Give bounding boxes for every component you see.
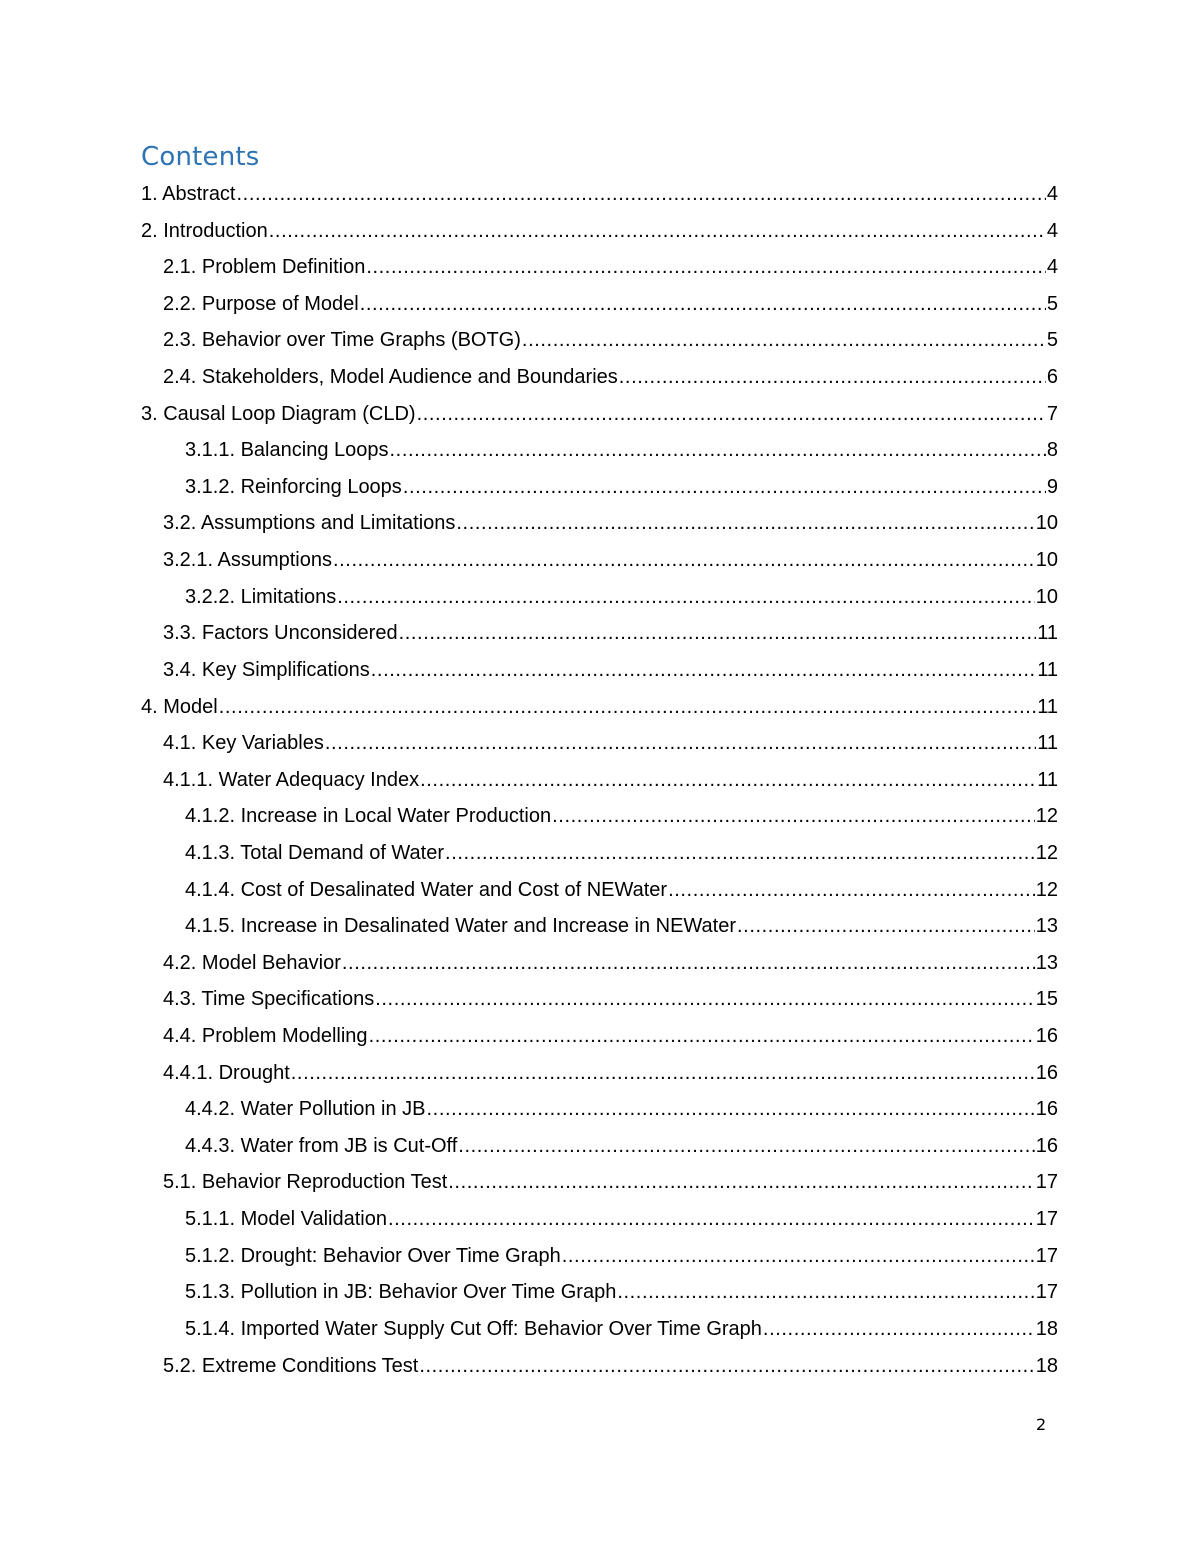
toc-entry[interactable]: [0, 1128, 1058, 1165]
page-number: 2: [1036, 1415, 1047, 1434]
toc-entry-page: 12: [1035, 841, 1058, 864]
toc-entry[interactable]: [0, 1164, 1058, 1201]
toc-entry-page: 12: [1035, 805, 1058, 828]
toc-entry[interactable]: [0, 835, 1058, 872]
toc-entry[interactable]: [0, 1238, 1058, 1275]
toc-entry[interactable]: [0, 762, 1058, 799]
dot-leader: [403, 469, 1046, 506]
toc-entry-title: 5.1. Behavior Reproduction Test: [163, 1171, 448, 1194]
toc-entry[interactable]: [0, 615, 1058, 652]
toc-entry-title: 4.1. Key Variables: [163, 732, 324, 755]
toc-entry-title: 3.1.2. Reinforcing Loops: [185, 475, 402, 498]
toc-entry[interactable]: [0, 176, 1058, 213]
toc-entry[interactable]: [0, 725, 1058, 762]
toc-entry[interactable]: [0, 359, 1058, 396]
toc-entry-title: 2.3. Behavior over Time Graphs (BOTG): [163, 329, 521, 352]
dot-leader: [737, 908, 1035, 945]
toc-entry[interactable]: [0, 872, 1058, 909]
toc-entry-page: 16: [1035, 1134, 1058, 1157]
toc-entry-page: 11: [1037, 695, 1058, 718]
table-of-contents: [0, 176, 1200, 1384]
toc-entry-page: 16: [1035, 1025, 1058, 1048]
toc-entry[interactable]: [0, 322, 1058, 359]
toc-entry-title: 5.1.2. Drought: Behavior Over Time Graph: [185, 1244, 561, 1267]
dot-leader: [617, 1274, 1034, 1311]
toc-entry-page: 8: [1046, 439, 1058, 462]
dot-leader: [360, 286, 1046, 323]
dot-leader: [399, 615, 1037, 652]
toc-entry-page: 16: [1035, 1098, 1058, 1121]
dot-leader: [668, 872, 1035, 909]
toc-entry-page: 15: [1035, 988, 1058, 1011]
dot-leader: [562, 1238, 1035, 1275]
toc-entry[interactable]: [0, 505, 1058, 542]
toc-entry-page: 5: [1046, 329, 1058, 352]
toc-entry-title: 4.1.2. Increase in Local Water Production: [185, 805, 552, 828]
dot-leader: [390, 432, 1046, 469]
toc-entry-page: 11: [1037, 732, 1058, 755]
toc-entry[interactable]: [0, 396, 1058, 433]
toc-entry[interactable]: [0, 1055, 1058, 1092]
dot-leader: [420, 762, 1036, 799]
toc-entry-title: 3.2.2. Limitations: [185, 585, 337, 608]
dot-leader: [763, 1311, 1035, 1348]
toc-entry-page: 11: [1037, 622, 1058, 645]
toc-entry[interactable]: [0, 689, 1058, 726]
dot-leader: [619, 359, 1046, 396]
toc-entry[interactable]: [0, 249, 1058, 286]
toc-entry-page: 4: [1046, 256, 1058, 279]
dot-leader: [369, 1018, 1035, 1055]
toc-entry-page: 12: [1035, 878, 1058, 901]
toc-entry[interactable]: [0, 286, 1058, 323]
toc-entry-title: 2.1. Problem Definition: [163, 256, 366, 279]
toc-entry-title: 4. Model: [141, 695, 218, 718]
dot-leader: [375, 981, 1035, 1018]
toc-entry-title: 2. Introduction: [141, 219, 268, 242]
dot-leader: [427, 1091, 1035, 1128]
dot-leader: [417, 396, 1046, 433]
toc-entry-title: 2.4. Stakeholders, Model Audience and Boundaries: [163, 366, 618, 389]
toc-entry-page: 13: [1035, 951, 1058, 974]
toc-entry-page: 11: [1037, 658, 1058, 681]
toc-entry[interactable]: [0, 798, 1058, 835]
toc-entry[interactable]: [0, 542, 1058, 579]
toc-entry[interactable]: [0, 469, 1058, 506]
toc-entry-title: 3.2. Assumptions and Limitations: [163, 512, 456, 535]
toc-entry-title: 5.1.3. Pollution in JB: Behavior Over Time Graph: [185, 1281, 617, 1304]
dot-leader: [522, 322, 1046, 359]
toc-entry-page: 17: [1035, 1171, 1058, 1194]
toc-entry-title: 4.1.4. Cost of Desalinated Water and Cost of NEWater: [185, 878, 668, 901]
toc-entry-page: 17: [1035, 1281, 1058, 1304]
toc-entry-title: 5.2. Extreme Conditions Test: [163, 1354, 419, 1377]
toc-entry[interactable]: [0, 1348, 1058, 1385]
toc-entry-title: 5.1.1. Model Validation: [185, 1208, 387, 1231]
toc-entry-title: 3.4. Key Simplifications: [163, 658, 370, 681]
toc-entry-page: 17: [1035, 1244, 1058, 1267]
toc-entry-title: 4.2. Model Behavior: [163, 951, 341, 974]
toc-entry-page: 10: [1035, 585, 1058, 608]
toc-entry-page: 18: [1035, 1317, 1058, 1340]
toc-entry-page: 10: [1035, 512, 1058, 535]
toc-entry-page: 11: [1037, 768, 1058, 791]
dot-leader: [445, 835, 1035, 872]
toc-entry-title: 3.2.1. Assumptions: [163, 549, 332, 572]
toc-entry-title: 4.4.1. Drought: [163, 1061, 290, 1084]
toc-entry-page: 17: [1035, 1208, 1058, 1231]
toc-entry-page: 16: [1035, 1061, 1058, 1084]
toc-entry-title: 4.1.3. Total Demand of Water: [185, 841, 445, 864]
toc-entry-title: 3.3. Factors Unconsidered: [163, 622, 398, 645]
dot-leader: [333, 542, 1035, 579]
dot-leader: [448, 1164, 1035, 1201]
toc-entry[interactable]: [0, 981, 1058, 1018]
toc-entry-title: 3. Causal Loop Diagram (CLD): [141, 402, 416, 425]
dot-leader: [237, 176, 1046, 213]
toc-entry-page: 9: [1046, 475, 1058, 498]
toc-entry-title: 4.3. Time Specifications: [163, 988, 375, 1011]
dot-leader: [342, 945, 1035, 982]
dot-leader: [291, 1055, 1035, 1092]
toc-entry-title: 4.4.2. Water Pollution in JB: [185, 1098, 426, 1121]
toc-entry-page: 10: [1035, 549, 1058, 572]
toc-entry[interactable]: [0, 1091, 1058, 1128]
toc-entry[interactable]: [0, 579, 1058, 616]
dot-leader: [325, 725, 1036, 762]
toc-entry[interactable]: [0, 908, 1058, 945]
dot-leader: [419, 1348, 1034, 1385]
toc-heading: Contents: [141, 142, 260, 172]
toc-entry[interactable]: [0, 432, 1058, 469]
toc-entry[interactable]: [0, 1311, 1058, 1348]
dot-leader: [269, 213, 1046, 250]
toc-entry-title: 4.1.5. Increase in Desalinated Water and Increase in NEWater: [185, 915, 737, 938]
toc-entry-page: 6: [1046, 366, 1058, 389]
dot-leader: [388, 1201, 1035, 1238]
toc-entry-title: 2.2. Purpose of Model: [163, 292, 359, 315]
dot-leader: [219, 689, 1037, 726]
toc-entry[interactable]: [0, 945, 1058, 982]
toc-entry[interactable]: [0, 1201, 1058, 1238]
toc-entry-title: 5.1.4. Imported Water Supply Cut Off: Behavior Over Time Graph: [185, 1317, 762, 1340]
toc-entry-page: 5: [1046, 292, 1058, 315]
dot-leader: [552, 798, 1035, 835]
dot-leader: [458, 1128, 1034, 1165]
toc-entry[interactable]: [0, 652, 1058, 689]
dot-leader: [366, 249, 1046, 286]
toc-entry-title: 4.1.1. Water Adequacy Index: [163, 768, 420, 791]
toc-entry-page: 18: [1035, 1354, 1058, 1377]
toc-entry[interactable]: [0, 213, 1058, 250]
toc-entry-title: 4.4.3. Water from JB is Cut-Off: [185, 1134, 458, 1157]
toc-entry-title: 3.1.1. Balancing Loops: [185, 439, 389, 462]
toc-entry-page: 7: [1046, 402, 1058, 425]
toc-entry[interactable]: [0, 1018, 1058, 1055]
dot-leader: [456, 505, 1034, 542]
toc-entry-page: 4: [1046, 219, 1058, 242]
toc-entry-title: 4.4. Problem Modelling: [163, 1025, 368, 1048]
dot-leader: [337, 579, 1035, 616]
toc-entry-page: 13: [1035, 915, 1058, 938]
toc-entry[interactable]: [0, 1274, 1058, 1311]
toc-entry-page: 4: [1046, 183, 1058, 205]
toc-entry-title: 1. Abstract: [141, 183, 236, 205]
dot-leader: [371, 652, 1036, 689]
